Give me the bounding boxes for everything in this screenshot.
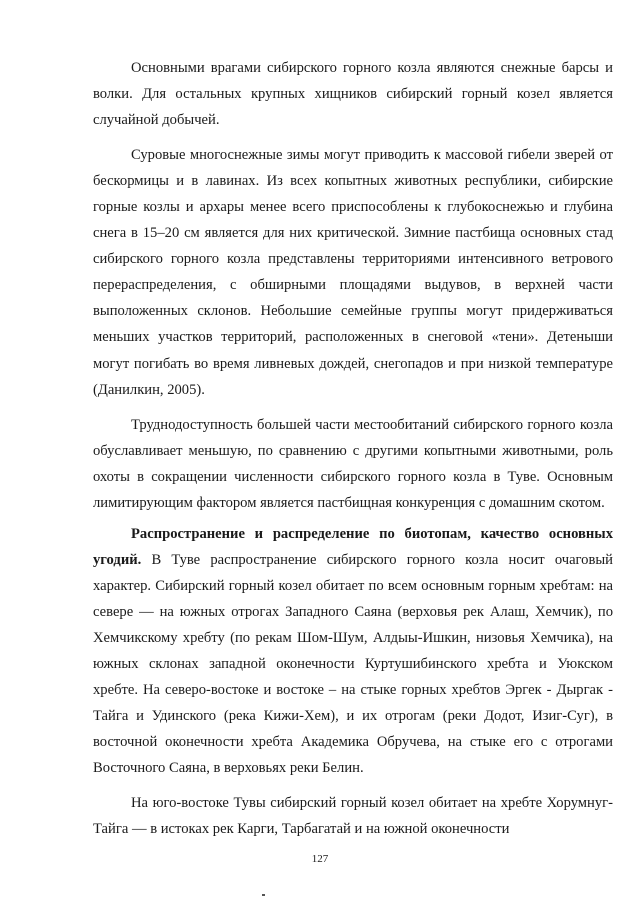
page-number: 127 [311,853,329,865]
paragraph-predators: Основными врагами сибирского горного козла являются снежные барсы и волки. Для остальных крупных хищников сибирский горный козел является случайной добычей. [93,60,613,129]
scan-mark [262,894,265,896]
paragraph-hunting: Труднодоступность большей части местообитаний сибирского горного козла обуславливает меньшую, по сравнению с другими копытными животными, роль охоты в сокращении численности сибирского горного козла в Туве. Основным лимитирующим фактором является пастбищная конкуренция с домашним скотом. [93,416,613,511]
body-text [93,55,613,842]
paragraph-distribution-text: В Туве распространение сибирского горного козла носит очаговый характер. Сибирский горный козел обитает по всем основным горным хребтам: на севере — на южных отрогах Западного Саяна (верховья рек Алаш, Хемчик), по Хемчикскому хребту (по рекам Шом-Шум, Алдыы-Ишкин, низовья Хемчика), на южных склонах западной оконечности Куртушибинского хребта и Уюкском хребте. На северо-востоке и востоке – на стыке горных хребтов Эргек - Дыргак - Тайга и Удинского (река Кижи-Хем), и их отрогам (реки Додот, Изиг-Суг), в восточной оконечности хребта Академика Обручева, на стыке его с отрогами Восточного Саяна, в верховьях реки Белин. [93,551,613,777]
paragraph-winters: Суровые многоснежные зимы могут приводить к массовой гибели зверей от бескормицы и в лавинах. Из всех копытных животных республики, сибирские горные козлы и архары менее всего приспособлены к глубокоснежью и глубина снега в 15–20 см является для них критической. Зимние пастбища основных стад сибирского горного козла представлены территориями интенсивного ветрового перераспределения, с обширными площадями выдувов, в верхней части выположенных склонов. Небольшие семейные группы могут придерживаться меньших участков территорий, расположенных в снеговой «тени». Детеныши могут погибать во время ливневых дождей, снегопадов и при низкой температуре (Данилкин, 2005). [93,147,613,398]
paragraph-southeast: На юго-востоке Тувы сибирский горный козел обитает на хребте Хорумнуг-Тайга — в истоках рек Карги, Тарбагатай и на южной оконечности [93,795,613,838]
section-heading: Распространение и распределение по биотопам, качество основных угодий. [93,525,613,568]
paragraph-distribution [93,521,613,781]
